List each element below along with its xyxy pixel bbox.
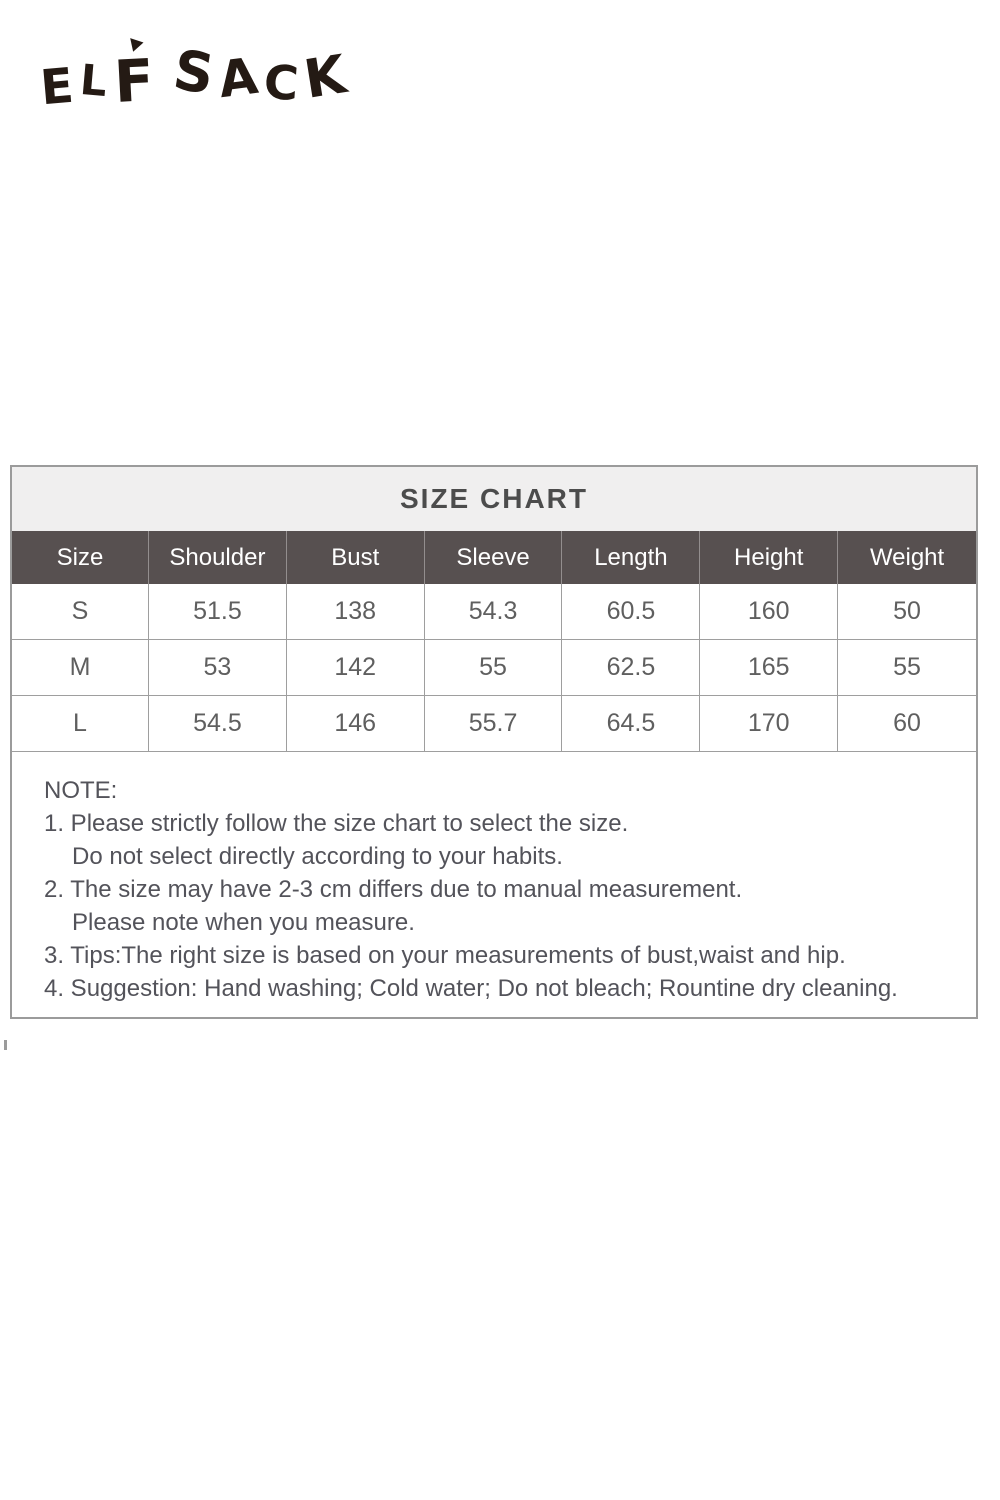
cell-shoulder: 53 — [149, 640, 287, 695]
cell-sleeve: 54.3 — [425, 584, 563, 639]
note-line-3: 3. Tips:The right size is based on your measurements of bust,waist and hip. — [44, 942, 846, 969]
cell-bust: 142 — [287, 640, 425, 695]
cell-size-label: S — [12, 584, 149, 639]
cell-weight: 60 — [893, 709, 921, 737]
cell-size-label: M — [12, 640, 149, 695]
cell-length: 64.5 — [562, 696, 700, 751]
column-header-height: Height — [700, 531, 838, 584]
column-header-length: Length — [562, 531, 700, 584]
cell-sleeve: 55 — [425, 640, 563, 695]
cell-weight: 55 — [893, 653, 921, 681]
note-line-2: 2. The size may have 2-3 cm differs due to manual measurement. — [44, 876, 743, 903]
scan-artifact — [4, 1040, 7, 1050]
logo-letter: S — [169, 37, 219, 107]
column-header-weight: Weight — [869, 544, 945, 571]
logo-letter: E — [38, 57, 76, 117]
cell-bust: 146 — [287, 696, 425, 751]
logo-letter: F — [112, 46, 156, 116]
note-line-1-cont: Do not select directly according to your habits. — [72, 843, 563, 870]
note-line-1: 1. Please strictly follow the size chart to select the size. — [44, 810, 629, 837]
cell-length: 62.5 — [562, 640, 700, 695]
table-row-size-m — [12, 640, 976, 696]
column-header-shoulder: Shoulder — [149, 531, 287, 584]
table-row-size-l — [12, 696, 976, 752]
column-header-sleeve: Sleeve — [425, 531, 563, 584]
cell-height: 165 — [700, 640, 838, 695]
logo-letter: L — [78, 54, 110, 107]
column-header-size: Size — [12, 531, 149, 584]
column-header-bust: Bust — [287, 531, 425, 584]
cell-shoulder: 54.5 — [149, 696, 287, 751]
logo-letter: A — [215, 46, 261, 110]
logo-letter: C — [262, 54, 301, 113]
note-section — [12, 752, 976, 1017]
note-line-2-cont: Please note when you measure. — [72, 909, 415, 936]
cell-height: 160 — [700, 584, 838, 639]
cell-height: 170 — [700, 696, 838, 751]
note-heading: NOTE: — [44, 777, 118, 804]
brand-logo — [38, 37, 351, 128]
cell-size-label: L — [12, 696, 149, 751]
table-row-size-s — [12, 584, 976, 640]
table-header-row — [12, 531, 976, 584]
size-chart-box — [10, 465, 978, 1019]
logo-letter: K — [300, 44, 351, 111]
cell-shoulder: 51.5 — [149, 584, 287, 639]
note-line-4: 4. Suggestion: Hand washing; Cold water; Do not bleach; Rountine dry cleaning. — [44, 975, 898, 1002]
cell-length: 60.5 — [562, 584, 700, 639]
size-chart-title: SIZE CHART — [12, 467, 976, 531]
cell-weight: 50 — [893, 597, 921, 625]
cell-sleeve: 55.7 — [425, 696, 563, 751]
cell-bust: 138 — [287, 584, 425, 639]
